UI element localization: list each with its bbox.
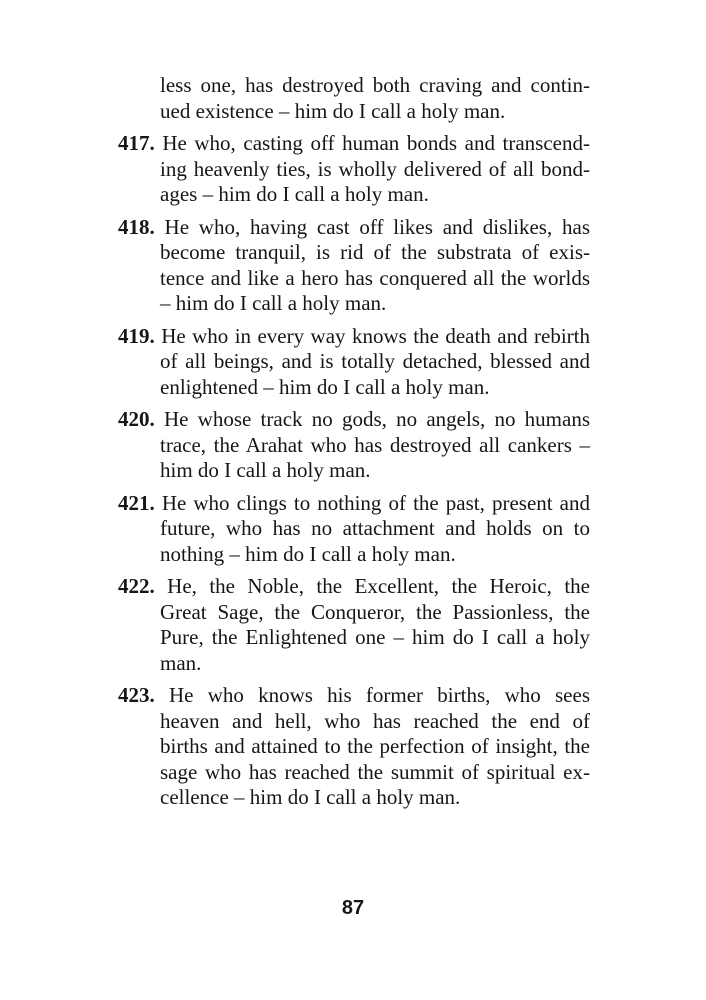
- page-footer: [0, 896, 706, 921]
- verse-line: future, who has no attachment and holds on to: [160, 516, 590, 540]
- verse-line: trace, the Arahat who has destroyed all cankers –: [160, 432, 590, 457]
- verse: [118, 574, 590, 676]
- verse-number: 423.: [118, 683, 155, 707]
- verse-line: 421. He who clings to nothing of the past, present and: [118, 490, 590, 515]
- verse-number: 418.: [118, 214, 155, 239]
- verse-number: 421.: [118, 490, 155, 515]
- verse-line: become tranquil, is rid of the substrata of exis-: [160, 240, 590, 264]
- verse-number: 422.: [118, 574, 155, 598]
- verse-line: ing heavenly ties, is wholly delivered of all bond-: [160, 156, 590, 181]
- verse-line: 417. He who, casting off human bonds and transcend-: [118, 131, 590, 155]
- page-content: [118, 73, 590, 818]
- verse-line: him do I call a holy man.: [160, 458, 371, 482]
- verse-line: 419. He who in every way knows the death and rebirth: [118, 323, 590, 348]
- verse-line: man.: [160, 650, 202, 675]
- verse-number: 419.: [118, 323, 155, 348]
- verse: [118, 131, 590, 208]
- verse: [118, 407, 590, 484]
- verse-line: 423. He who knows his former births, who sees: [118, 683, 590, 707]
- verse-line: 420. He whose track no gods, no angels, no humans: [118, 407, 590, 431]
- verse-line: cellence – him do I call a holy man.: [160, 785, 461, 809]
- verse-number: 417.: [118, 131, 155, 155]
- verse: [118, 215, 590, 317]
- verse: [118, 491, 590, 568]
- verse-line: 418. He who, having cast off likes and dislikes, has: [118, 214, 590, 239]
- verse-line: 422. He, the Noble, the Excellent, the Heroic, the: [118, 574, 590, 598]
- continuation-paragraph: [118, 73, 590, 124]
- verse: [118, 683, 590, 811]
- verse-line: heaven and hell, who has reached the end of: [160, 708, 590, 733]
- verse-line: less one, has destroyed both craving and contin-: [160, 73, 590, 97]
- verse-line: tence and like a hero has conquered all the worlds: [160, 265, 590, 290]
- verse-line: – him do I call a holy man.: [160, 291, 387, 315]
- verse: [118, 324, 590, 401]
- verse-line: sage who has reached the summit of spiritual ex-: [160, 759, 590, 784]
- verse-line: births and attained to the perfection of insight, the: [160, 734, 590, 758]
- verse-line: enlightened – him do I call a holy man.: [160, 374, 490, 399]
- verse-line: Pure, the Enlightened one – him do I call a holy: [160, 625, 590, 649]
- verse-line: Great Sage, the Conqueror, the Passionless, the: [160, 599, 590, 624]
- verse-line: nothing – him do I call a holy man.: [160, 541, 456, 566]
- verse-line: ages – him do I call a holy man.: [160, 182, 429, 206]
- verse-line: of all beings, and is totally detached, blessed and: [160, 349, 590, 373]
- verse-line: ued existence – him do I call a holy man.: [160, 98, 506, 123]
- page-number: 87: [341, 897, 365, 919]
- verse-number: 420.: [118, 407, 155, 431]
